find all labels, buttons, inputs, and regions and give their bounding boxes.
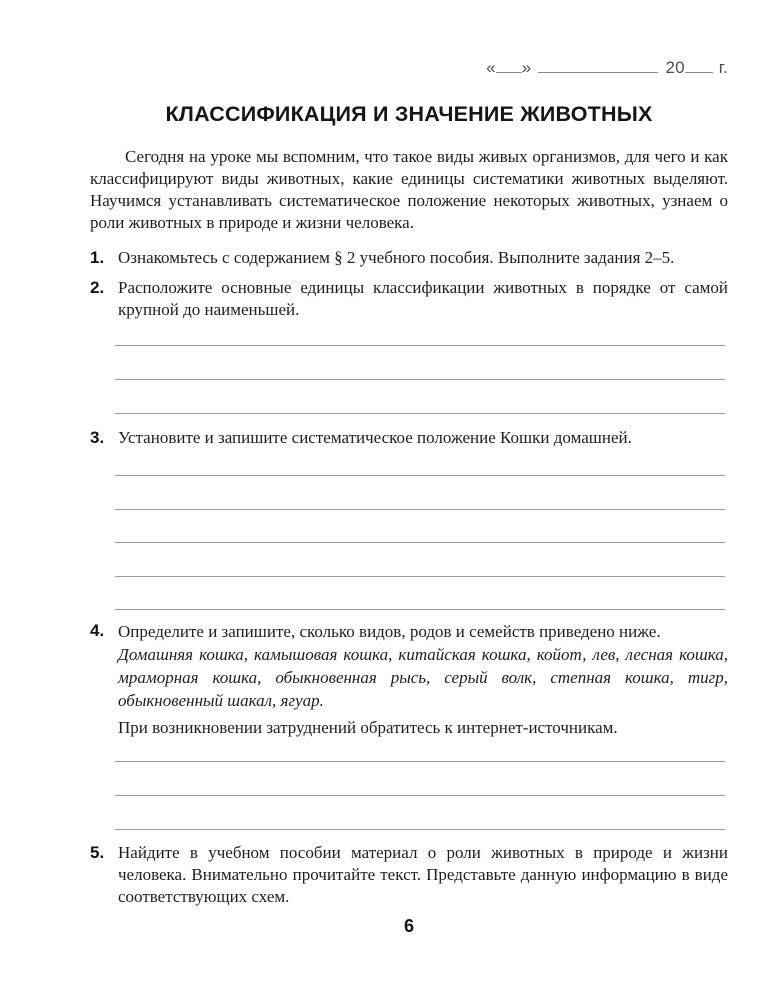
task-2-number: 2. [90,278,105,297]
task-5-text: Найдите в учебном пособии материал о роли животных в природе и жизни человека. Внимательно прочитайте текст. Представьте данную информацию в виде соответствующих схем. [118,843,728,906]
answer-line [115,380,725,414]
task-4-number: 4. [90,621,105,640]
answer-line [115,762,725,796]
page-title: КЛАССИФИКАЦИЯ И ЗНАЧЕНИЕ ЖИВОТНЫХ [165,102,653,126]
task-4 [90,620,728,739]
task-1 [90,247,728,269]
month-blank-field [538,58,658,73]
answer-line [115,728,725,762]
task-3-number: 3. [90,428,105,447]
task-1-text: Ознакомьтесь с содержанием § 2 учебного пособия. Выполните задания 2–5. [118,248,675,267]
quote-close: » [521,58,532,77]
answer-line [115,577,725,610]
task-4-hint-text: При возникновении затруднений обратитесь к интернет-источникам. [118,718,618,737]
task-5 [90,842,728,908]
task-5-number: 5. [90,843,105,862]
year-suffix: г. [718,58,728,77]
task-2-text: Расположите основные единицы классификации животных в порядке от самой крупной до наименьшей. [118,278,728,319]
year-prefix: 20 [665,58,685,77]
answer-line [115,312,725,346]
answer-line [115,510,725,543]
task-4-species-list: Домашняя кошка, камышовая кошка, китайская кошка, койот, лев, лесная кошка, мраморная кошка, обыкновенная рысь, серый волк, степная кошка, тигр, обыкновенный шакал, ягуар. [118,645,728,710]
task-3-text: Установите и запишите систематическое положение Кошки домашней. [118,428,632,447]
answer-line [115,443,725,476]
intro-paragraph: Сегодня на уроке мы вспомним, что такое виды живых организмов, для чего и как классифицируют виды животных, какие единицы систематики животных выделяют. Научимся устанавливать систематическое положение некоторых животных, узнаем о роли животных в природе и жизни человека. [90,147,728,232]
answer-line [115,476,725,509]
answer-line [115,346,725,380]
answer-line [115,796,725,830]
answer-lines-task-3 [115,443,725,610]
answer-lines-task-2 [115,312,725,414]
task-4-text: Определите и запишите, сколько видов, родов и семейств приведено ниже. [118,622,661,641]
day-blank-field [496,58,522,73]
date-line [90,58,728,78]
answer-line [115,543,725,576]
task-1-number: 1. [90,248,105,267]
quote-open: « [486,58,496,77]
page-number: 6 [403,916,414,936]
year-blank-field [685,58,713,73]
answer-lines-task-4 [115,728,725,830]
